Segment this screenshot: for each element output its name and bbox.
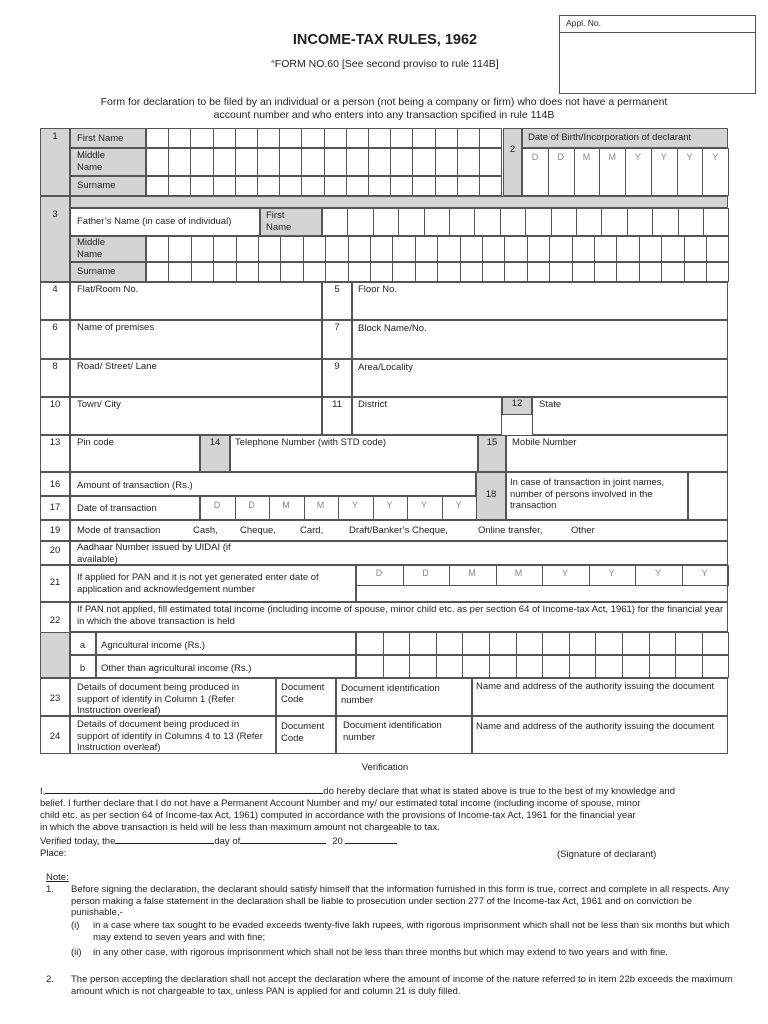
income-char-cell[interactable] — [649, 655, 677, 678]
name-char-cell[interactable] — [146, 148, 169, 176]
father-name-char-cell[interactable] — [504, 262, 527, 282]
father-name-char-cell[interactable] — [348, 262, 371, 282]
row-number: 5 — [334, 284, 340, 295]
mode-field — [70, 520, 728, 541]
father-name-char-cell[interactable] — [594, 236, 617, 262]
name-char-cell[interactable] — [324, 148, 347, 176]
income-char-cell[interactable] — [383, 632, 411, 655]
father-name-char-cell[interactable] — [639, 236, 662, 262]
father-first-char-cell[interactable] — [373, 208, 399, 236]
name-char-cell[interactable] — [457, 128, 480, 148]
txn-date-placeholder: Y — [455, 500, 462, 510]
father-name-char-cell[interactable] — [527, 236, 550, 262]
pan-date-placeholder: M — [514, 568, 523, 578]
father-first-char-cell[interactable] — [551, 208, 577, 236]
floor-label: Floor No. — [358, 284, 398, 295]
income-char-cell[interactable] — [595, 655, 623, 678]
row-number: 23 — [49, 693, 61, 704]
pan-date-placeholder: Y — [701, 568, 708, 578]
address-field[interactable] — [70, 282, 322, 320]
father-name-char-cell[interactable] — [616, 262, 639, 282]
father-name-char-cell[interactable] — [661, 262, 684, 282]
state-label: State — [539, 399, 562, 410]
verification-text: I, do hereby declare that what is stated above is true to the best of my knowledge and belief. I further declare that I do not have a Permanent Account Number and my/ our estimated total income (including income of spouse, minor child etc. as per section 64 of Income-tax Act, 1961) computed in accordance with the provisions of Income-tax Act, 1961 for the financial year in which the above transaction is held will be less than maximum amount not chargeable to tax. Verified today, the day of 20 Place: — [40, 786, 675, 859]
father-name-char-cell[interactable] — [348, 236, 371, 262]
address-field[interactable] — [70, 359, 322, 397]
phone-label: Telephone Number (with STD code) — [235, 437, 387, 448]
name-char-cell[interactable] — [368, 128, 391, 148]
middle-name-label: Middle Name — [77, 150, 105, 173]
name-char-cell[interactable] — [412, 176, 435, 196]
name-char-cell[interactable] — [390, 128, 413, 148]
father-first-char-cell[interactable] — [449, 208, 475, 236]
row-number-cell — [40, 632, 70, 678]
name-char-cell[interactable] — [146, 176, 169, 196]
father-name-char-cell[interactable] — [482, 236, 505, 262]
doc24-id-label: Document identification number — [343, 720, 442, 743]
father-name-char-cell[interactable] — [325, 262, 348, 282]
income-char-cell[interactable] — [542, 632, 570, 655]
first-name-label: First Name — [77, 133, 124, 144]
income-char-cell[interactable] — [489, 655, 517, 678]
month-blank[interactable] — [240, 834, 326, 844]
father-first-char-cell[interactable] — [703, 208, 729, 236]
verification-heading: Verification — [361, 762, 409, 773]
father-first-char-cell[interactable] — [347, 208, 373, 236]
name-char-cell[interactable] — [235, 128, 258, 148]
mobile-label: Mobile Number — [512, 437, 577, 448]
father-name-char-cell[interactable] — [460, 262, 483, 282]
doc24-code-label: Document Code — [281, 721, 325, 744]
district-label: District — [358, 399, 388, 410]
father-name-char-cell[interactable] — [549, 262, 572, 282]
name-char-cell[interactable] — [346, 176, 369, 196]
name-char-cell[interactable] — [279, 176, 302, 196]
father-first-char-cell[interactable] — [322, 208, 348, 236]
row-number: 13 — [49, 437, 61, 448]
father-name-char-cell[interactable] — [303, 262, 326, 282]
income-char-cell[interactable] — [542, 655, 570, 678]
father-name-char-cell[interactable] — [280, 236, 303, 262]
father-name-char-cell[interactable] — [191, 262, 214, 282]
name-char-cell[interactable] — [257, 176, 280, 196]
name-char-cell[interactable] — [479, 128, 502, 148]
income-label: If PAN not applied, fill estimated total income (including income of spouse, minor child etc. as per section 64 of Income-tax Act, 1961) for the financial year in which the above transaction is held — [77, 604, 724, 627]
note-2: The person accepting the declaration shall not accept the declaration where the amount of income of the nature referred to in item 22b exceeds the maximum amount which is not chargeable to tax, unless PAN is applied for and column 21 is duly filled. — [71, 974, 733, 997]
father-name-char-cell[interactable] — [639, 262, 662, 282]
income-char-cell[interactable] — [569, 632, 597, 655]
amount-label: Amount of transaction (Rs.) — [77, 480, 193, 491]
name-char-cell[interactable] — [301, 128, 324, 148]
name-char-cell[interactable] — [479, 176, 502, 196]
dob-placeholder: Y — [686, 152, 693, 162]
note-1-i: in a case where tax sought to be evaded exceeds twenty-five lakh rupees, with rigorous imprisonment which shall not be less than six months but which may extend to seven years and with fine; — [93, 920, 730, 943]
pan-date-placeholder: D — [422, 568, 429, 578]
row-number: 24 — [49, 731, 61, 742]
father-name-label: Father’s Name (in case of individual) — [77, 216, 232, 227]
father-name-char-cell[interactable] — [236, 262, 259, 282]
name-char-cell[interactable] — [390, 148, 413, 176]
name-char-cell[interactable] — [168, 176, 191, 196]
dob-placeholder: M — [582, 152, 591, 162]
name-char-cell[interactable] — [257, 148, 280, 176]
name-char-cell[interactable] — [279, 148, 302, 176]
income-char-cell[interactable] — [489, 632, 517, 655]
dob-placeholder: D — [531, 152, 539, 162]
declarant-name-blank[interactable] — [45, 784, 323, 794]
father-name-char-cell[interactable] — [549, 236, 572, 262]
form-subtitle: “FORM NO.60 [See second proviso to rule 114B] — [271, 58, 499, 70]
name-char-cell[interactable] — [368, 148, 391, 176]
father-first-char-cell[interactable] — [500, 208, 526, 236]
doc-authority-cell[interactable] — [472, 678, 728, 716]
doc-id-cell[interactable] — [336, 716, 472, 754]
doc-label-cell — [70, 716, 276, 754]
row-number: 21 — [49, 577, 61, 588]
other-label-cell — [96, 655, 356, 678]
row-number: 9 — [334, 361, 340, 372]
row-number: 16 — [49, 479, 61, 490]
name-char-cell[interactable] — [324, 128, 347, 148]
father-name-char-cell[interactable] — [213, 236, 236, 262]
doc24-authority-label: Name and address of the authority issuing the document — [476, 721, 715, 732]
income-char-cell[interactable] — [462, 632, 490, 655]
mode-card[interactable]: Card, — [300, 525, 324, 536]
father-name-char-cell[interactable] — [437, 262, 460, 282]
father-name-char-cell[interactable] — [392, 262, 415, 282]
father-name-char-cell[interactable] — [594, 262, 617, 282]
name-char-cell[interactable] — [457, 176, 480, 196]
doc-id-cell[interactable] — [336, 678, 472, 716]
name-char-cell[interactable] — [213, 128, 236, 148]
txn-date-placeholder: Y — [420, 500, 427, 510]
row-number: 17 — [49, 502, 61, 513]
name-char-cell[interactable] — [190, 148, 213, 176]
father-first-char-cell[interactable] — [398, 208, 424, 236]
area-label: Area/Locality — [358, 362, 413, 373]
father-name-char-cell[interactable] — [661, 236, 684, 262]
father-first-char-cell[interactable] — [601, 208, 627, 236]
income-char-cell[interactable] — [462, 655, 490, 678]
father-name-char-cell[interactable] — [370, 236, 393, 262]
name-char-cell[interactable] — [279, 128, 302, 148]
father-first-char-cell[interactable] — [627, 208, 653, 236]
mobile-field[interactable] — [506, 435, 728, 472]
row-number: 12 — [511, 398, 523, 409]
state-field[interactable] — [532, 397, 728, 435]
surname-label: Surname — [77, 180, 116, 191]
father-middle-name-label: Middle Name — [77, 237, 105, 260]
pan-date-placeholder: Y — [654, 568, 661, 578]
father-first-char-cell[interactable] — [652, 208, 678, 236]
row-number: 20 — [49, 545, 61, 556]
income-char-cell[interactable] — [649, 632, 677, 655]
mode-cash[interactable]: Cash, — [193, 525, 218, 536]
mode-online[interactable]: Online transfer, — [478, 525, 543, 536]
name-char-cell[interactable] — [435, 128, 458, 148]
father-name-char-cell[interactable] — [504, 236, 527, 262]
pan-date-placeholder: D — [375, 568, 383, 578]
row-number: 8 — [52, 361, 58, 372]
name-char-cell[interactable] — [190, 176, 213, 196]
father-first-char-cell[interactable] — [424, 208, 450, 236]
father-first-char-cell[interactable] — [576, 208, 602, 236]
doc24-label: Details of document being produced in support of identify in Columns 4 to 13 (Refer Instruction overleaf) — [77, 719, 263, 753]
doc23-id-label: Document identification number — [341, 683, 440, 706]
doc23-label: Details of document being produced in support of identify in Column 1 (Refer Instruction overleaf) — [77, 682, 240, 716]
pan-date-placeholder: Y — [561, 568, 568, 578]
father-name-char-cell[interactable] — [146, 236, 169, 262]
doc-authority-cell[interactable] — [472, 716, 728, 754]
date-label-cell — [70, 496, 200, 520]
name-char-cell[interactable] — [213, 148, 236, 176]
name-char-cell[interactable] — [235, 176, 258, 196]
block-label: Block Name/No. — [358, 323, 427, 334]
row-number: 18 — [485, 489, 497, 500]
pin-label: Pin code — [77, 437, 114, 448]
income-char-cell[interactable] — [409, 632, 437, 655]
father-name-char-cell[interactable] — [168, 236, 191, 262]
income-char-cell[interactable] — [436, 632, 464, 655]
joint-label-cell — [506, 472, 688, 520]
doc23-authority-label: Name and address of the authority issuing the document — [476, 681, 715, 692]
aadhaar-field[interactable] — [70, 541, 728, 565]
income-char-cell[interactable] — [702, 632, 730, 655]
father-first-name-label: First Name — [266, 210, 292, 233]
dob-placeholder: D — [557, 152, 564, 162]
joint-persons-field[interactable] — [688, 472, 728, 520]
father-name-char-cell[interactable] — [325, 236, 348, 262]
income-char-cell[interactable] — [436, 655, 464, 678]
name-char-cell[interactable] — [412, 128, 435, 148]
txn-date-placeholder: M — [282, 500, 290, 510]
name-char-cell[interactable] — [390, 176, 413, 196]
row-number-2 — [503, 128, 522, 196]
doc-code-cell[interactable] — [276, 716, 336, 754]
name-char-cell[interactable] — [324, 176, 347, 196]
txn-date-placeholder: D — [248, 500, 255, 510]
father-name-char-cell[interactable] — [415, 262, 438, 282]
name-char-cell[interactable] — [213, 176, 236, 196]
name-char-cell[interactable] — [435, 148, 458, 176]
father-name-char-cell[interactable] — [684, 236, 707, 262]
income-char-cell[interactable] — [356, 632, 384, 655]
father-name-char-cell[interactable] — [258, 262, 281, 282]
income-char-cell[interactable] — [702, 655, 730, 678]
district-field[interactable] — [352, 397, 502, 435]
name-char-cell[interactable] — [168, 148, 191, 176]
txn-date-placeholder: Y — [386, 500, 393, 510]
doc23-code-label: Document Code — [281, 682, 325, 705]
father-name-char-cell[interactable] — [415, 236, 438, 262]
name-char-cell[interactable] — [479, 148, 502, 176]
name-char-cell[interactable] — [368, 176, 391, 196]
phone-field[interactable] — [230, 435, 478, 472]
name-char-cell[interactable] — [235, 148, 258, 176]
dob-placeholder: Y — [660, 152, 667, 162]
sub-b-cell — [70, 655, 96, 678]
town-label: Town/ City — [77, 399, 121, 410]
father-name-char-cell[interactable] — [572, 236, 595, 262]
name-char-cell[interactable] — [412, 148, 435, 176]
town-field[interactable] — [70, 397, 322, 435]
name-char-cell[interactable] — [346, 128, 369, 148]
income-char-cell[interactable] — [622, 655, 650, 678]
other-income-label: Other than agricultural income (Rs.) — [101, 663, 252, 674]
premises-label: Name of premises — [77, 322, 155, 333]
road-label: Road/ Street/ Lane — [77, 361, 157, 372]
date-label: Date of transaction — [77, 503, 157, 514]
flat-label: Flat/Room No. — [77, 284, 139, 295]
aadhaar-label: Aadhaar Number issued by UIDAI (if available) — [77, 542, 231, 565]
row-number: 14 — [209, 437, 221, 448]
pin-field[interactable] — [70, 435, 200, 472]
sub-a-cell — [70, 632, 96, 655]
income-label-cell — [70, 602, 728, 632]
income-char-cell[interactable] — [675, 632, 703, 655]
father-surname-label: Surname — [77, 266, 116, 277]
father-name-char-cell[interactable] — [258, 236, 281, 262]
income-char-cell[interactable] — [409, 655, 437, 678]
address-field[interactable] — [70, 320, 322, 359]
father-name-char-cell[interactable] — [684, 262, 707, 282]
intro-line-2: account number and who enters into any transaction spcified in rule 114B — [213, 109, 555, 121]
name-char-cell[interactable] — [435, 176, 458, 196]
year-blank[interactable] — [345, 834, 397, 844]
address-field[interactable] — [352, 320, 728, 359]
row-number: 22 — [49, 615, 61, 626]
father-name-char-cell[interactable] — [572, 262, 595, 282]
row-number: 11 — [332, 399, 342, 410]
name-char-cell[interactable] — [190, 128, 213, 148]
address-field[interactable] — [352, 282, 728, 320]
pan-date-placeholder: Y — [608, 568, 615, 578]
name-char-cell[interactable] — [146, 128, 169, 148]
address-field[interactable] — [352, 359, 728, 397]
row-number: 19 — [49, 525, 61, 536]
txn-date-placeholder: D — [213, 500, 221, 510]
father-name-char-cell[interactable] — [706, 262, 729, 282]
agri-income-label: Agricultural income (Rs.) — [101, 640, 205, 651]
income-char-cell[interactable] — [595, 632, 623, 655]
income-char-cell[interactable] — [622, 632, 650, 655]
mode-draft[interactable]: Draft/Banker’s Cheque, — [349, 525, 448, 536]
father-name-char-cell[interactable] — [303, 236, 326, 262]
row-number: 7 — [334, 322, 340, 333]
father-first-char-cell[interactable] — [678, 208, 704, 236]
name-char-cell[interactable] — [301, 148, 324, 176]
signature-label: (Signature of declarant) — [557, 849, 657, 860]
father-name-char-cell[interactable] — [437, 236, 460, 262]
agri-label-cell — [96, 632, 356, 655]
mode-label: Mode of transaction — [77, 525, 161, 536]
father-name-char-cell[interactable] — [482, 262, 505, 282]
row-number: 4 — [52, 284, 58, 295]
dob-placeholder: Y — [634, 152, 641, 162]
note-heading: Note: — [46, 872, 69, 883]
father-name-char-cell[interactable] — [236, 236, 259, 262]
income-char-cell[interactable] — [516, 655, 544, 678]
father-name-char-cell[interactable] — [280, 262, 303, 282]
father-name-char-cell[interactable] — [213, 262, 236, 282]
father-name-char-cell[interactable] — [146, 262, 169, 282]
income-char-cell[interactable] — [675, 655, 703, 678]
name-char-cell[interactable] — [168, 128, 191, 148]
name-char-cell[interactable] — [301, 176, 324, 196]
father-name-char-cell[interactable] — [706, 236, 729, 262]
page-title: INCOME-TAX RULES, 1962 — [292, 32, 478, 48]
txn-date-placeholder: Y — [351, 500, 358, 510]
father-first-char-cell[interactable] — [474, 208, 500, 236]
income-char-cell[interactable] — [516, 632, 544, 655]
income-char-cell[interactable] — [569, 655, 597, 678]
appl-no-label: Appl. No. — [566, 18, 601, 28]
amount-field[interactable] — [70, 472, 476, 496]
father-name-char-cell[interactable] — [460, 236, 483, 262]
mode-cheque[interactable]: Cheque, — [240, 525, 276, 536]
dob-label: Date of Birth/Incorporation of declarant — [528, 132, 692, 143]
name-char-cell[interactable] — [346, 148, 369, 176]
doc-label-cell — [70, 678, 276, 716]
day-blank[interactable] — [115, 834, 214, 844]
name-char-cell[interactable] — [257, 128, 280, 148]
row-number: 15 — [486, 437, 498, 448]
father-name-char-cell[interactable] — [168, 262, 191, 282]
txn-date-placeholder: M — [316, 500, 325, 510]
father-name-char-cell[interactable] — [616, 236, 639, 262]
father-name-char-cell[interactable] — [527, 262, 550, 282]
father-name-char-cell[interactable] — [191, 236, 214, 262]
father-name-char-cell[interactable] — [392, 236, 415, 262]
father-first-char-cell[interactable] — [525, 208, 551, 236]
row-number: 10 — [49, 399, 61, 410]
intro-line-1: Form for declaration to be filed by an individual or a person (not being a company or firm) who does not have a permanent — [100, 96, 668, 108]
name-char-cell[interactable] — [457, 148, 480, 176]
joint-label: In case of transaction in joint names, number of persons involved in the transaction — [510, 477, 665, 511]
row-number: 6 — [52, 322, 58, 333]
dob-placeholder: Y — [712, 152, 719, 162]
doc-code-cell[interactable] — [276, 678, 336, 716]
mode-other[interactable]: Other — [571, 525, 595, 536]
dob-placeholder: M — [608, 152, 616, 162]
note-1-ii: in any other case, with rigorous imprisonment which shall not be less than three months but which may extend to two years and with fine. — [93, 947, 669, 958]
pan-applied-label-cell — [70, 565, 356, 602]
note-1: Before signing the declaration, the declarant should satisfy himself that the information furnished in this form is true, correct and complete in all respects. Any person making a false statement in the declaration shall be liable to prosecution under section 277 of the Income-tax Act, 1961 and on conviction be punishable,- — [71, 884, 729, 918]
father-name-char-cell[interactable] — [370, 262, 393, 282]
income-char-cell[interactable] — [383, 655, 411, 678]
income-char-cell[interactable] — [356, 655, 384, 678]
pan-date-placeholder: M — [468, 568, 476, 578]
pan-applied-label: If applied for PAN and it is not yet generated enter date of application and acknowledgement number — [77, 572, 319, 595]
